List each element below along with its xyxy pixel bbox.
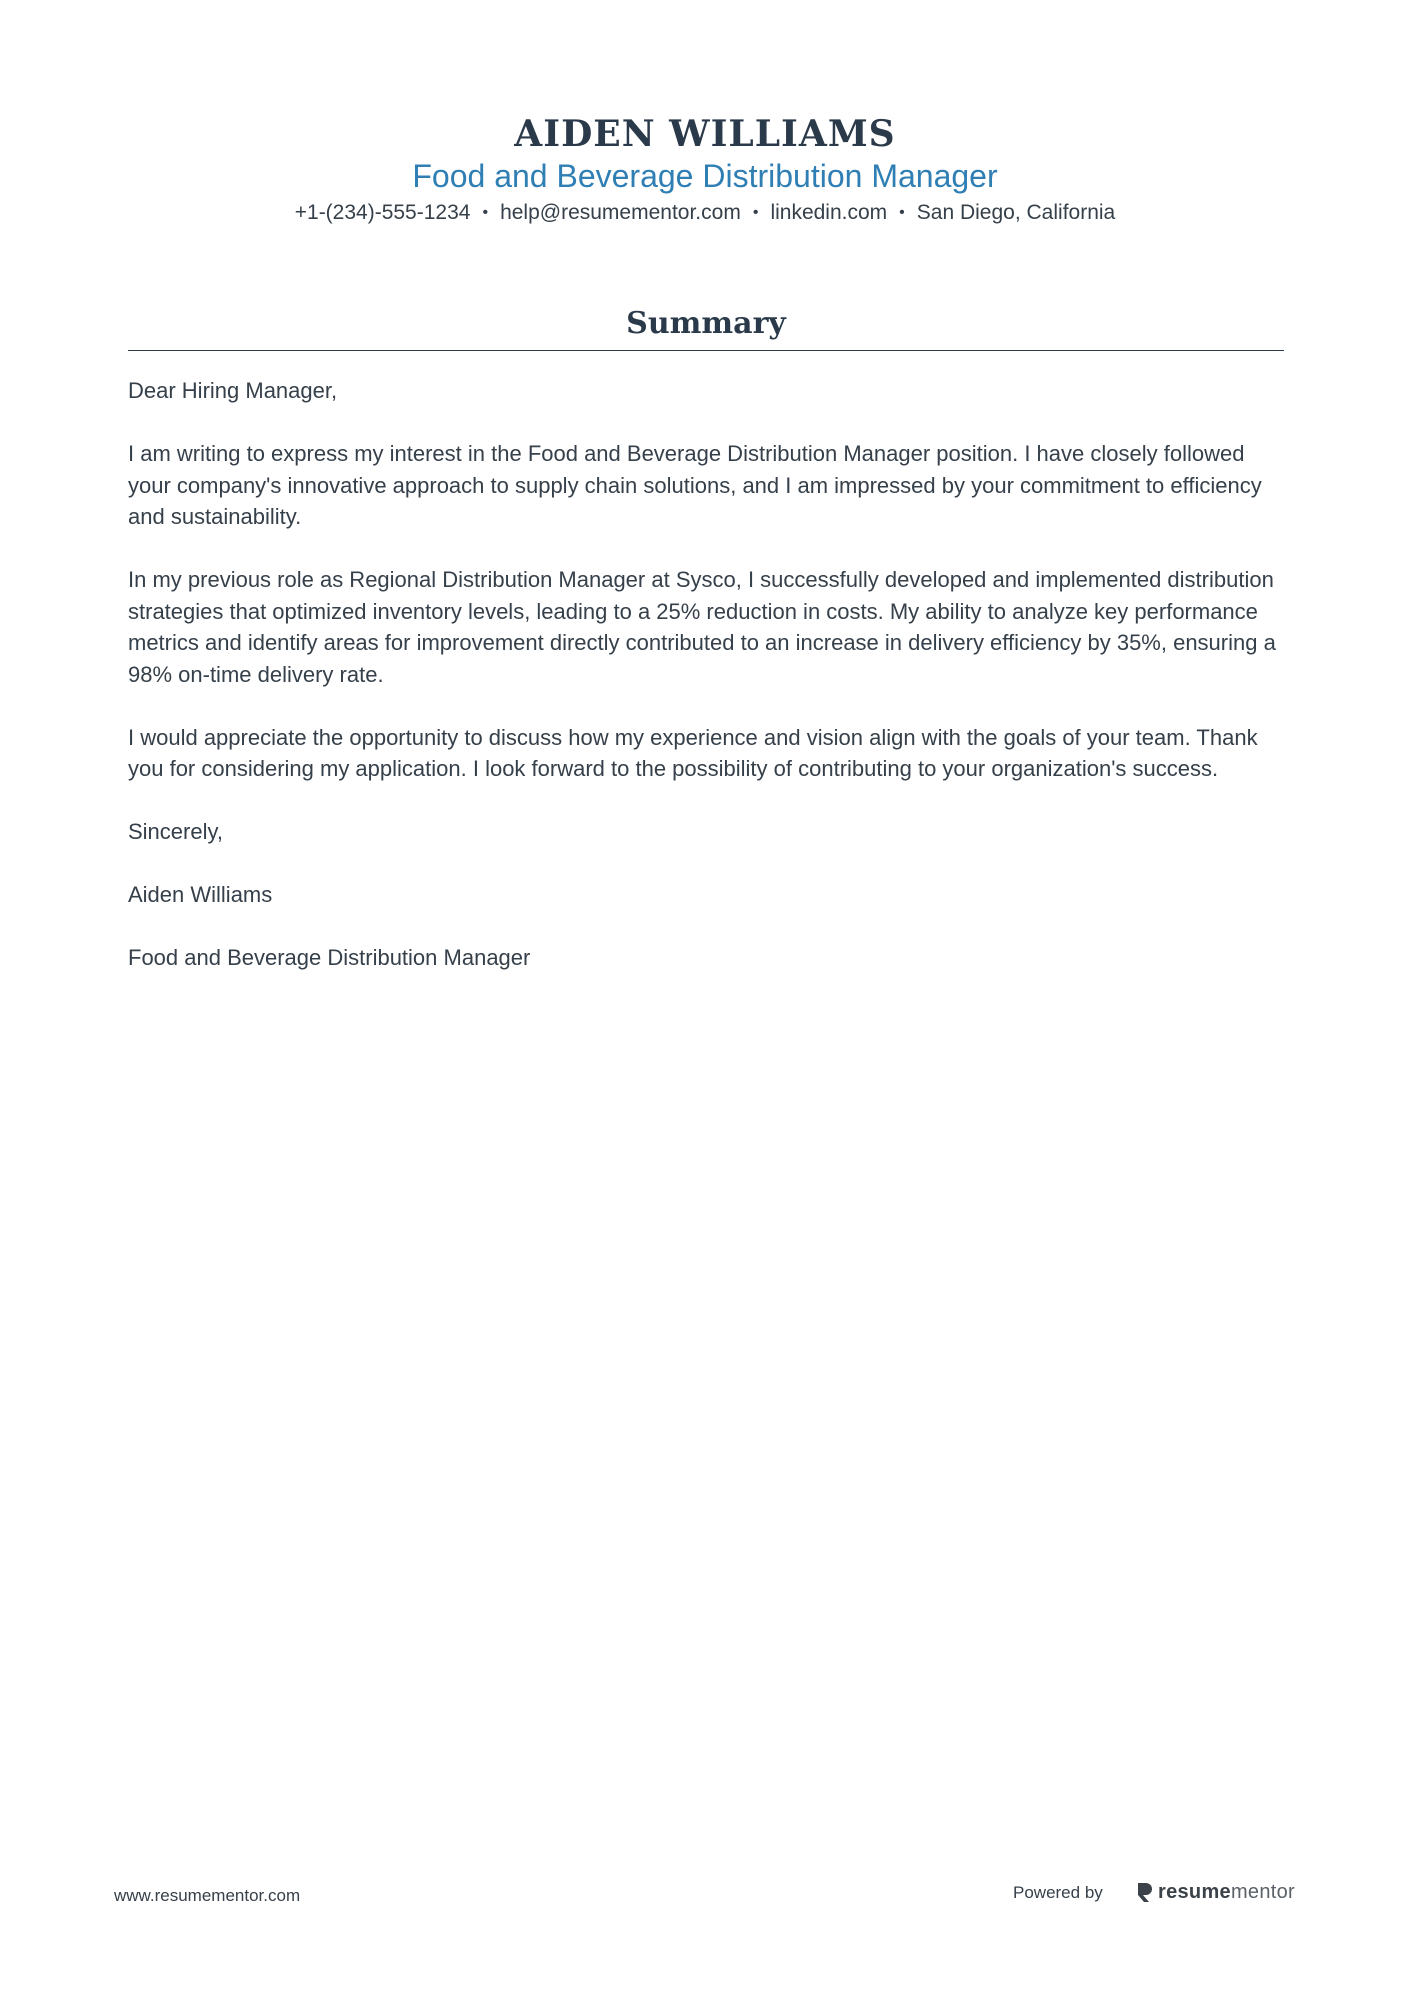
brand-logo[interactable] xyxy=(1136,1878,1295,1906)
letter-closing: Sincerely, xyxy=(128,819,223,844)
contact-phone: +1-(234)-555-1234 xyxy=(294,201,471,224)
letter-greeting: Dear Hiring Manager, xyxy=(128,378,338,403)
summary-section xyxy=(128,302,1284,1005)
contact-separator: • xyxy=(899,204,905,221)
powered-by-label: Powered by xyxy=(1013,1883,1103,1902)
footer-url[interactable]: www.resumementor.com xyxy=(114,1886,301,1905)
signature-title: Food and Beverage Distribution Manager xyxy=(128,945,531,970)
contact-location: San Diego, California xyxy=(916,201,1116,224)
resume-header xyxy=(0,112,1410,228)
contact-separator: • xyxy=(482,204,489,221)
section-title: Summary xyxy=(626,306,786,341)
resumementor-logo-icon xyxy=(1136,1881,1154,1903)
signature-name: Aiden Williams xyxy=(128,882,273,907)
brand-wordmark xyxy=(1158,1881,1295,1904)
job-title: Food and Beverage Distribution Manager xyxy=(412,158,998,194)
candidate-name: AIDEN WILLIAMS xyxy=(514,113,896,155)
contact-email[interactable]: help@resumementor.com xyxy=(500,201,741,224)
letter-paragraph-2: In my previous role as Regional Distribution Manager at Sysco, I successfully developed and implemented distribution strategies that optimized inventory levels, leading to a 25% reduction in costs. My ability to analyze key performance metrics and identify areas for improvement directly contributed to an increase in delivery efficiency by 35%, ensuring a 98% on-time delivery rate. xyxy=(128,567,1276,687)
cover-letter-body xyxy=(128,375,1284,974)
letter-paragraph-3: I would appreciate the opportunity to discuss how my experience and vision align with the goals of your team. Thank you for considering my application. I look forward to the possibility of contributing to your organization's success. xyxy=(128,724,1258,781)
contact-separator: • xyxy=(752,204,759,221)
section-divider xyxy=(128,350,1284,351)
contact-linkedin[interactable]: linkedin.com xyxy=(770,201,888,224)
contact-line xyxy=(0,198,1410,228)
letter-paragraph-1: I am writing to express my interest in the Food and Beverage Distribution Manager position. I have closely followed your company's innovative approach to supply chain solutions, and I am impressed by your commitment to efficiency and sustainability. xyxy=(128,441,1262,529)
brand-wordmark-part1: resume xyxy=(1158,1880,1231,1903)
brand-wordmark-part2: mentor xyxy=(1230,1880,1295,1903)
